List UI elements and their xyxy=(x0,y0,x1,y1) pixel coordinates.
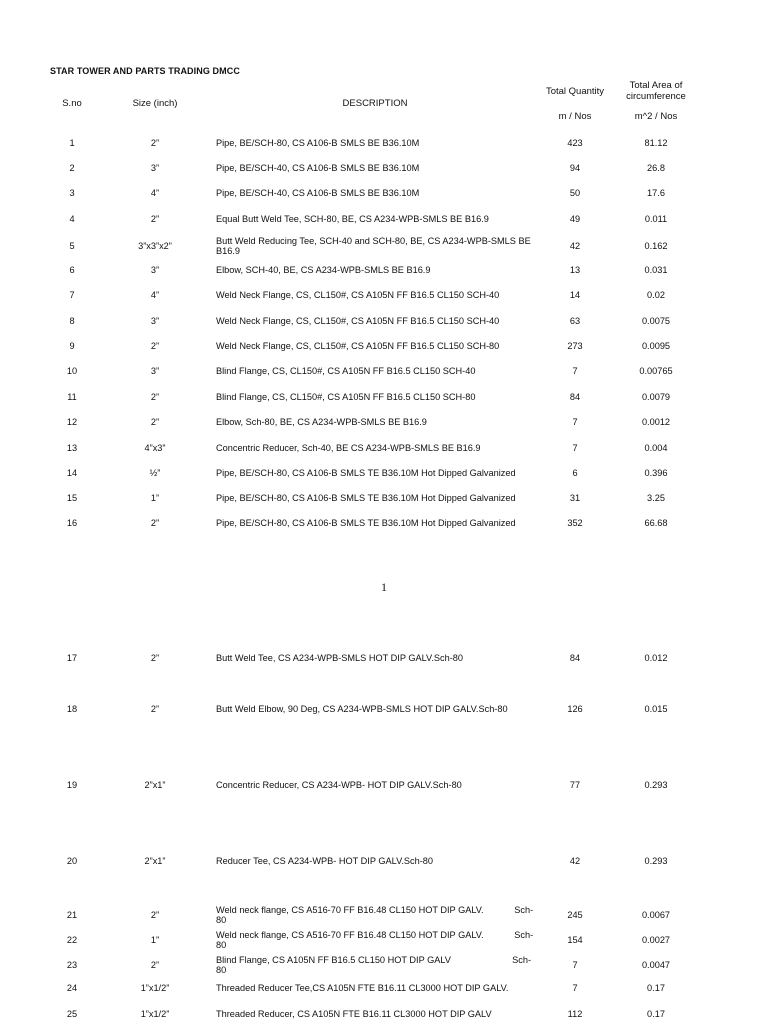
row-size: 2” xyxy=(150,910,160,920)
row-quantity: 77 xyxy=(569,780,581,790)
row-area: 0.00765 xyxy=(639,366,673,376)
page-number: 1 xyxy=(381,580,387,594)
row-area: 0.0012 xyxy=(641,417,671,427)
row-quantity: 84 xyxy=(569,392,581,402)
row-quantity: 273 xyxy=(567,341,583,351)
row-sno: 1 xyxy=(69,138,75,148)
row-size: 3” xyxy=(150,265,160,275)
row-area: 0.396 xyxy=(644,468,668,478)
row-description xyxy=(216,468,536,478)
header-description: DESCRIPTION xyxy=(342,98,408,109)
row-description xyxy=(216,214,536,224)
row-quantity: 13 xyxy=(569,265,581,275)
row-size: 2” xyxy=(150,138,160,148)
row-description-line: Blind Flange, CS A105N FF B16.5 CL150 HOT DIP GALV Sch- xyxy=(216,955,532,965)
row-size: 3”x3”x2” xyxy=(138,241,172,251)
row-description-line: Threaded Reducer, CS A105N FTE B16.11 CL3000 HOT DIP GALV xyxy=(216,1009,492,1019)
row-sno: 10 xyxy=(66,366,78,376)
row-description xyxy=(216,236,536,256)
header-size: Size (inch) xyxy=(132,98,178,109)
row-quantity: 49 xyxy=(569,214,581,224)
row-description-line: 80 xyxy=(216,965,227,975)
row-description-line: Equal Butt Weld Tee, SCH-80, BE, CS A234-WPB-SMLS BE B16.9 xyxy=(216,214,489,224)
row-description-line: Butt Weld Elbow, 90 Deg, CS A234-WPB-SMLS HOT DIP GALV.Sch-80 xyxy=(216,704,508,714)
row-quantity: 50 xyxy=(569,188,581,198)
row-description xyxy=(216,653,536,663)
row-description-line: Pipe, BE/SCH-40, CS A106-B SMLS BE B36.10M xyxy=(216,163,420,173)
row-description xyxy=(216,780,536,790)
row-area: 81.12 xyxy=(644,138,668,148)
row-quantity: 7 xyxy=(572,443,578,453)
row-description-line: 80 xyxy=(216,940,227,950)
row-area: 0.0079 xyxy=(641,392,671,402)
row-size: 1”x1/2” xyxy=(140,983,170,993)
row-size: 1” xyxy=(150,493,160,503)
row-description-line: Pipe, BE/SCH-80, CS A106-B SMLS BE B36.10M xyxy=(216,138,420,148)
row-description-line: Concentric Reducer, Sch-40, BE CS A234-WPB-SMLS BE B16.9 xyxy=(216,443,481,453)
row-size: 3” xyxy=(150,316,160,326)
row-description-line: Pipe, BE/SCH-80, CS A106-B SMLS TE B36.10M Hot Dipped Galvanized xyxy=(216,493,516,503)
row-area: 0.17 xyxy=(647,1009,665,1019)
row-quantity: 7 xyxy=(572,366,578,376)
row-quantity: 7 xyxy=(572,417,578,427)
row-size: 4”x3” xyxy=(144,443,166,453)
row-quantity: 84 xyxy=(569,653,581,663)
row-quantity: 14 xyxy=(569,290,581,300)
row-sno: 4 xyxy=(69,214,75,224)
row-area: 0.011 xyxy=(644,214,668,224)
row-sno: 12 xyxy=(66,417,78,427)
row-sno: 5 xyxy=(69,241,75,251)
row-quantity: 7 xyxy=(572,960,578,970)
row-size: 2” xyxy=(150,653,160,663)
row-quantity: 31 xyxy=(569,493,581,503)
row-quantity: 7 xyxy=(572,983,578,993)
row-quantity: 245 xyxy=(567,910,583,920)
row-area: 0.0027 xyxy=(641,935,671,945)
row-description xyxy=(216,704,536,714)
row-sno: 23 xyxy=(66,960,78,970)
row-quantity: 42 xyxy=(569,241,581,251)
row-description xyxy=(216,443,536,453)
row-size: 2” xyxy=(150,417,160,427)
row-quantity: 94 xyxy=(569,163,581,173)
row-description-line: Weld Neck Flange, CS, CL150#, CS A105N FF B16.5 CL150 SCH-40 xyxy=(216,316,500,326)
row-size: ½” xyxy=(149,468,161,478)
row-description-line: Pipe, BE/SCH-80, CS A106-B SMLS TE B36.10M Hot Dipped Galvanized xyxy=(216,518,516,528)
row-quantity: 112 xyxy=(567,1009,583,1019)
row-description xyxy=(216,392,536,402)
row-description-line: Weld Neck Flange, CS, CL150#, CS A105N FF B16.5 CL150 SCH-80 xyxy=(216,341,500,351)
row-description-line: Weld neck flange, CS A516-70 FF B16.48 CL150 HOT DIP GALV. Sch- xyxy=(216,930,534,940)
row-sno: 11 xyxy=(67,392,77,402)
row-description-line: Reducer Tee, CS A234-WPB- HOT DIP GALV.Sch-80 xyxy=(216,856,434,866)
row-area: 0.02 xyxy=(647,290,665,300)
row-description xyxy=(216,290,536,300)
row-size: 1”x1/2” xyxy=(140,1009,170,1019)
row-size: 3” xyxy=(150,366,160,376)
row-description-line: Concentric Reducer, CS A234-WPB- HOT DIP GALV.Sch-80 xyxy=(216,780,462,790)
row-size: 2”x1” xyxy=(144,780,166,790)
row-area: 0.0095 xyxy=(641,341,671,351)
row-sno: 7 xyxy=(69,290,75,300)
row-area: 66.68 xyxy=(644,518,668,528)
row-size: 2” xyxy=(150,341,160,351)
row-description xyxy=(216,188,536,198)
header-area-line2: circumference xyxy=(626,91,686,102)
row-description xyxy=(216,163,536,173)
row-sno: 3 xyxy=(69,188,75,198)
row-sno: 9 xyxy=(69,341,75,351)
header-sno: S.no xyxy=(62,98,82,109)
company-name: STAR TOWER AND PARTS TRADING DMCC xyxy=(50,66,240,76)
header-quantity-unit: m / Nos xyxy=(558,111,592,122)
row-sno: 20 xyxy=(66,856,78,866)
row-size: 2” xyxy=(150,960,160,970)
row-description xyxy=(216,905,536,925)
header-area-line1: Total Area of xyxy=(629,80,683,91)
row-area: 0.0067 xyxy=(641,910,671,920)
row-size: 2” xyxy=(150,518,160,528)
row-description-line: Threaded Reducer Tee,CS A105N FTE B16.11 CL3000 HOT DIP GALV. xyxy=(216,983,509,993)
header-area-unit: m^2 / Nos xyxy=(634,111,678,122)
row-description-line: Butt Weld Reducing Tee, SCH-40 and SCH-80, BE, CS A234-WPB-SMLS BE xyxy=(216,236,531,246)
row-description-line: Weld neck flange, CS A516-70 FF B16.48 CL150 HOT DIP GALV. Sch- xyxy=(216,905,534,915)
row-description-line: Blind Flange, CS, CL150#, CS A105N FF B16.5 CL150 SCH-40 xyxy=(216,366,476,376)
row-description-line: Blind Flange, CS, CL150#, CS A105N FF B16.5 CL150 SCH-80 xyxy=(216,392,476,402)
row-quantity: 154 xyxy=(567,935,583,945)
row-quantity: 42 xyxy=(569,856,581,866)
row-sno: 13 xyxy=(66,443,78,453)
row-area: 0.293 xyxy=(644,856,668,866)
row-description xyxy=(216,341,536,351)
row-size: 1” xyxy=(150,935,160,945)
row-description-line: B16.9 xyxy=(216,246,241,256)
row-description xyxy=(216,518,536,528)
row-description-line: Pipe, BE/SCH-40, CS A106-B SMLS BE B36.10M xyxy=(216,188,420,198)
row-area: 3.25 xyxy=(647,493,665,503)
row-description xyxy=(216,138,536,148)
row-quantity: 63 xyxy=(569,316,581,326)
row-area: 0.015 xyxy=(644,704,668,714)
row-area: 26.8 xyxy=(647,163,665,173)
row-area: 0.162 xyxy=(644,241,668,251)
row-quantity: 126 xyxy=(567,704,583,714)
row-description xyxy=(216,265,536,275)
row-area: 0.293 xyxy=(644,780,668,790)
row-description-line: Weld Neck Flange, CS, CL150#, CS A105N FF B16.5 CL150 SCH-40 xyxy=(216,290,500,300)
row-description xyxy=(216,930,536,950)
row-area: 0.0075 xyxy=(641,316,671,326)
row-description xyxy=(216,493,536,503)
row-sno: 25 xyxy=(66,1009,78,1019)
row-sno: 22 xyxy=(66,935,78,945)
row-size: 3” xyxy=(150,163,160,173)
row-size: 2” xyxy=(150,704,160,714)
row-description xyxy=(216,366,536,376)
row-sno: 14 xyxy=(66,468,78,478)
row-size: 4” xyxy=(150,290,160,300)
row-description xyxy=(216,983,536,993)
row-description xyxy=(216,1009,536,1019)
row-sno: 19 xyxy=(66,780,78,790)
row-size: 2” xyxy=(150,392,160,402)
row-size: 2”x1” xyxy=(144,856,166,866)
row-description-line: Pipe, BE/SCH-80, CS A106-B SMLS TE B36.10M Hot Dipped Galvanized xyxy=(216,468,516,478)
row-area: 0.17 xyxy=(647,983,665,993)
row-description-line: 80 xyxy=(216,915,227,925)
header-quantity: Total Quantity xyxy=(545,86,605,97)
row-sno: 15 xyxy=(66,493,78,503)
row-description-line: Elbow, Sch-80, BE, CS A234-WPB-SMLS BE B16.9 xyxy=(216,417,427,427)
row-size: 4” xyxy=(150,188,160,198)
row-area: 17.6 xyxy=(647,188,665,198)
row-sno: 2 xyxy=(69,163,75,173)
row-area: 0.012 xyxy=(644,653,668,663)
row-sno: 21 xyxy=(66,910,78,920)
row-area: 0.031 xyxy=(644,265,668,275)
row-description xyxy=(216,316,536,326)
row-sno: 16 xyxy=(66,518,78,528)
row-area: 0.004 xyxy=(644,443,668,453)
row-sno: 18 xyxy=(66,704,78,714)
row-size: 2” xyxy=(150,214,160,224)
row-description-line: Elbow, SCH-40, BE, CS A234-WPB-SMLS BE B16.9 xyxy=(216,265,431,275)
row-sno: 17 xyxy=(66,653,78,663)
row-description-line: Butt Weld Tee, CS A234-WPB-SMLS HOT DIP GALV.Sch-80 xyxy=(216,653,463,663)
row-description xyxy=(216,955,536,975)
row-description xyxy=(216,856,536,866)
row-sno: 8 xyxy=(69,316,75,326)
row-quantity: 6 xyxy=(572,468,578,478)
row-quantity: 423 xyxy=(567,138,583,148)
row-area: 0.0047 xyxy=(641,960,671,970)
row-sno: 6 xyxy=(69,265,75,275)
row-sno: 24 xyxy=(66,983,78,993)
row-description xyxy=(216,417,536,427)
row-quantity: 352 xyxy=(567,518,583,528)
